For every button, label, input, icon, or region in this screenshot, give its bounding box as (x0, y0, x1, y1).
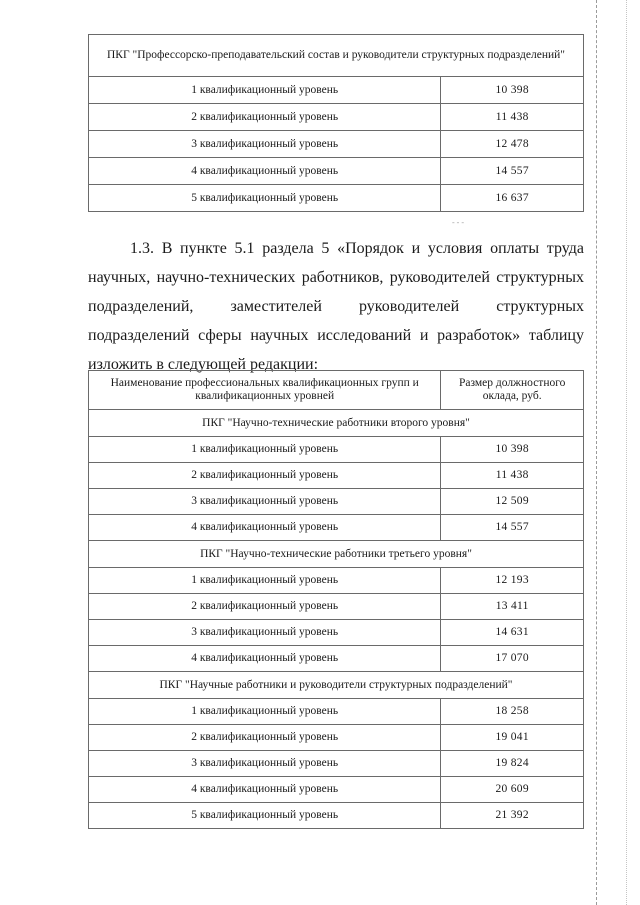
table-row (89, 646, 584, 672)
salary-cell: 12 478 (441, 131, 584, 158)
scan-fold-line (596, 0, 597, 905)
salary-cell: 10 398 (441, 77, 584, 104)
salary-cell: 18 258 (441, 699, 584, 725)
level-cell: 2 квалификационный уровень (89, 594, 441, 620)
level-cell: 1 квалификационный уровень (89, 699, 441, 725)
salary-cell: 12 509 (441, 489, 584, 515)
salary-table-professors (88, 34, 584, 212)
table-group-row (89, 35, 584, 77)
table-row (89, 594, 584, 620)
level-cell: 2 квалификационный уровень (89, 463, 441, 489)
level-cell: 2 квалификационный уровень (89, 725, 441, 751)
salary-table-scientific (88, 370, 584, 829)
salary-cell: 10 398 (441, 437, 584, 463)
scan-mark: - - - (452, 218, 464, 227)
table-group-row (89, 541, 584, 568)
amendment-paragraph: 1.3. В пункте 5.1 раздела 5 «Порядок и условия оплаты труда научных, научно-технических работников, руководителей структурных подразделений, заместителей руководителей структурных подразделений сферы научных исследований и разработок» таблицу изложить в следующей редакции: (88, 240, 584, 373)
level-cell: 3 квалификационный уровень (89, 131, 441, 158)
salary-cell: 16 637 (441, 185, 584, 212)
group-title: ПКГ "Научные работники и руководители структурных подразделений" (89, 672, 584, 699)
level-cell: 4 квалификационный уровень (89, 515, 441, 541)
salary-cell: 11 438 (441, 104, 584, 131)
level-cell: 4 квалификационный уровень (89, 646, 441, 672)
table-row (89, 131, 584, 158)
group-title: ПКГ "Научно-технические работники третьего уровня" (89, 541, 584, 568)
group-title: ПКГ "Профессорско-преподавательский состав и руководители структурных подразделений" (89, 35, 584, 77)
level-cell: 5 квалификационный уровень (89, 185, 441, 212)
table-row (89, 777, 584, 803)
salary-cell: 14 557 (441, 515, 584, 541)
salary-cell: 19 041 (441, 725, 584, 751)
level-cell: 1 квалификационный уровень (89, 568, 441, 594)
table-row (89, 463, 584, 489)
salary-cell: 17 070 (441, 646, 584, 672)
table-row (89, 77, 584, 104)
level-cell: 2 квалификационный уровень (89, 104, 441, 131)
table-group-row (89, 410, 584, 437)
level-cell: 3 квалификационный уровень (89, 620, 441, 646)
salary-cell: 12 193 (441, 568, 584, 594)
table-header-row (89, 371, 584, 410)
table-row (89, 568, 584, 594)
table-row (89, 803, 584, 829)
salary-cell: 21 392 (441, 803, 584, 829)
level-cell: 3 квалификационный уровень (89, 489, 441, 515)
table-row (89, 699, 584, 725)
table-group-row (89, 672, 584, 699)
salary-cell: 11 438 (441, 463, 584, 489)
scan-edge-line (626, 0, 627, 905)
table-row (89, 515, 584, 541)
table-row (89, 437, 584, 463)
level-cell: 5 квалификационный уровень (89, 803, 441, 829)
level-cell: 1 квалификационный уровень (89, 77, 441, 104)
table-row (89, 104, 584, 131)
table-row (89, 620, 584, 646)
table-row (89, 751, 584, 777)
level-cell: 4 квалификационный уровень (89, 777, 441, 803)
table-row (89, 725, 584, 751)
level-cell: 1 квалификационный уровень (89, 437, 441, 463)
header-col-name: Наименование профессиональных квалификационных групп и квалификационных уровней (89, 371, 441, 410)
salary-cell: 14 631 (441, 620, 584, 646)
table-row (89, 489, 584, 515)
table-row (89, 158, 584, 185)
header-col-salary: Размер должностного оклада, руб. (441, 371, 584, 410)
level-cell: 4 квалификационный уровень (89, 158, 441, 185)
salary-cell: 14 557 (441, 158, 584, 185)
salary-cell: 20 609 (441, 777, 584, 803)
salary-cell: 19 824 (441, 751, 584, 777)
group-title: ПКГ "Научно-технические работники второго уровня" (89, 410, 584, 437)
table-row (89, 185, 584, 212)
salary-cell: 13 411 (441, 594, 584, 620)
level-cell: 3 квалификационный уровень (89, 751, 441, 777)
